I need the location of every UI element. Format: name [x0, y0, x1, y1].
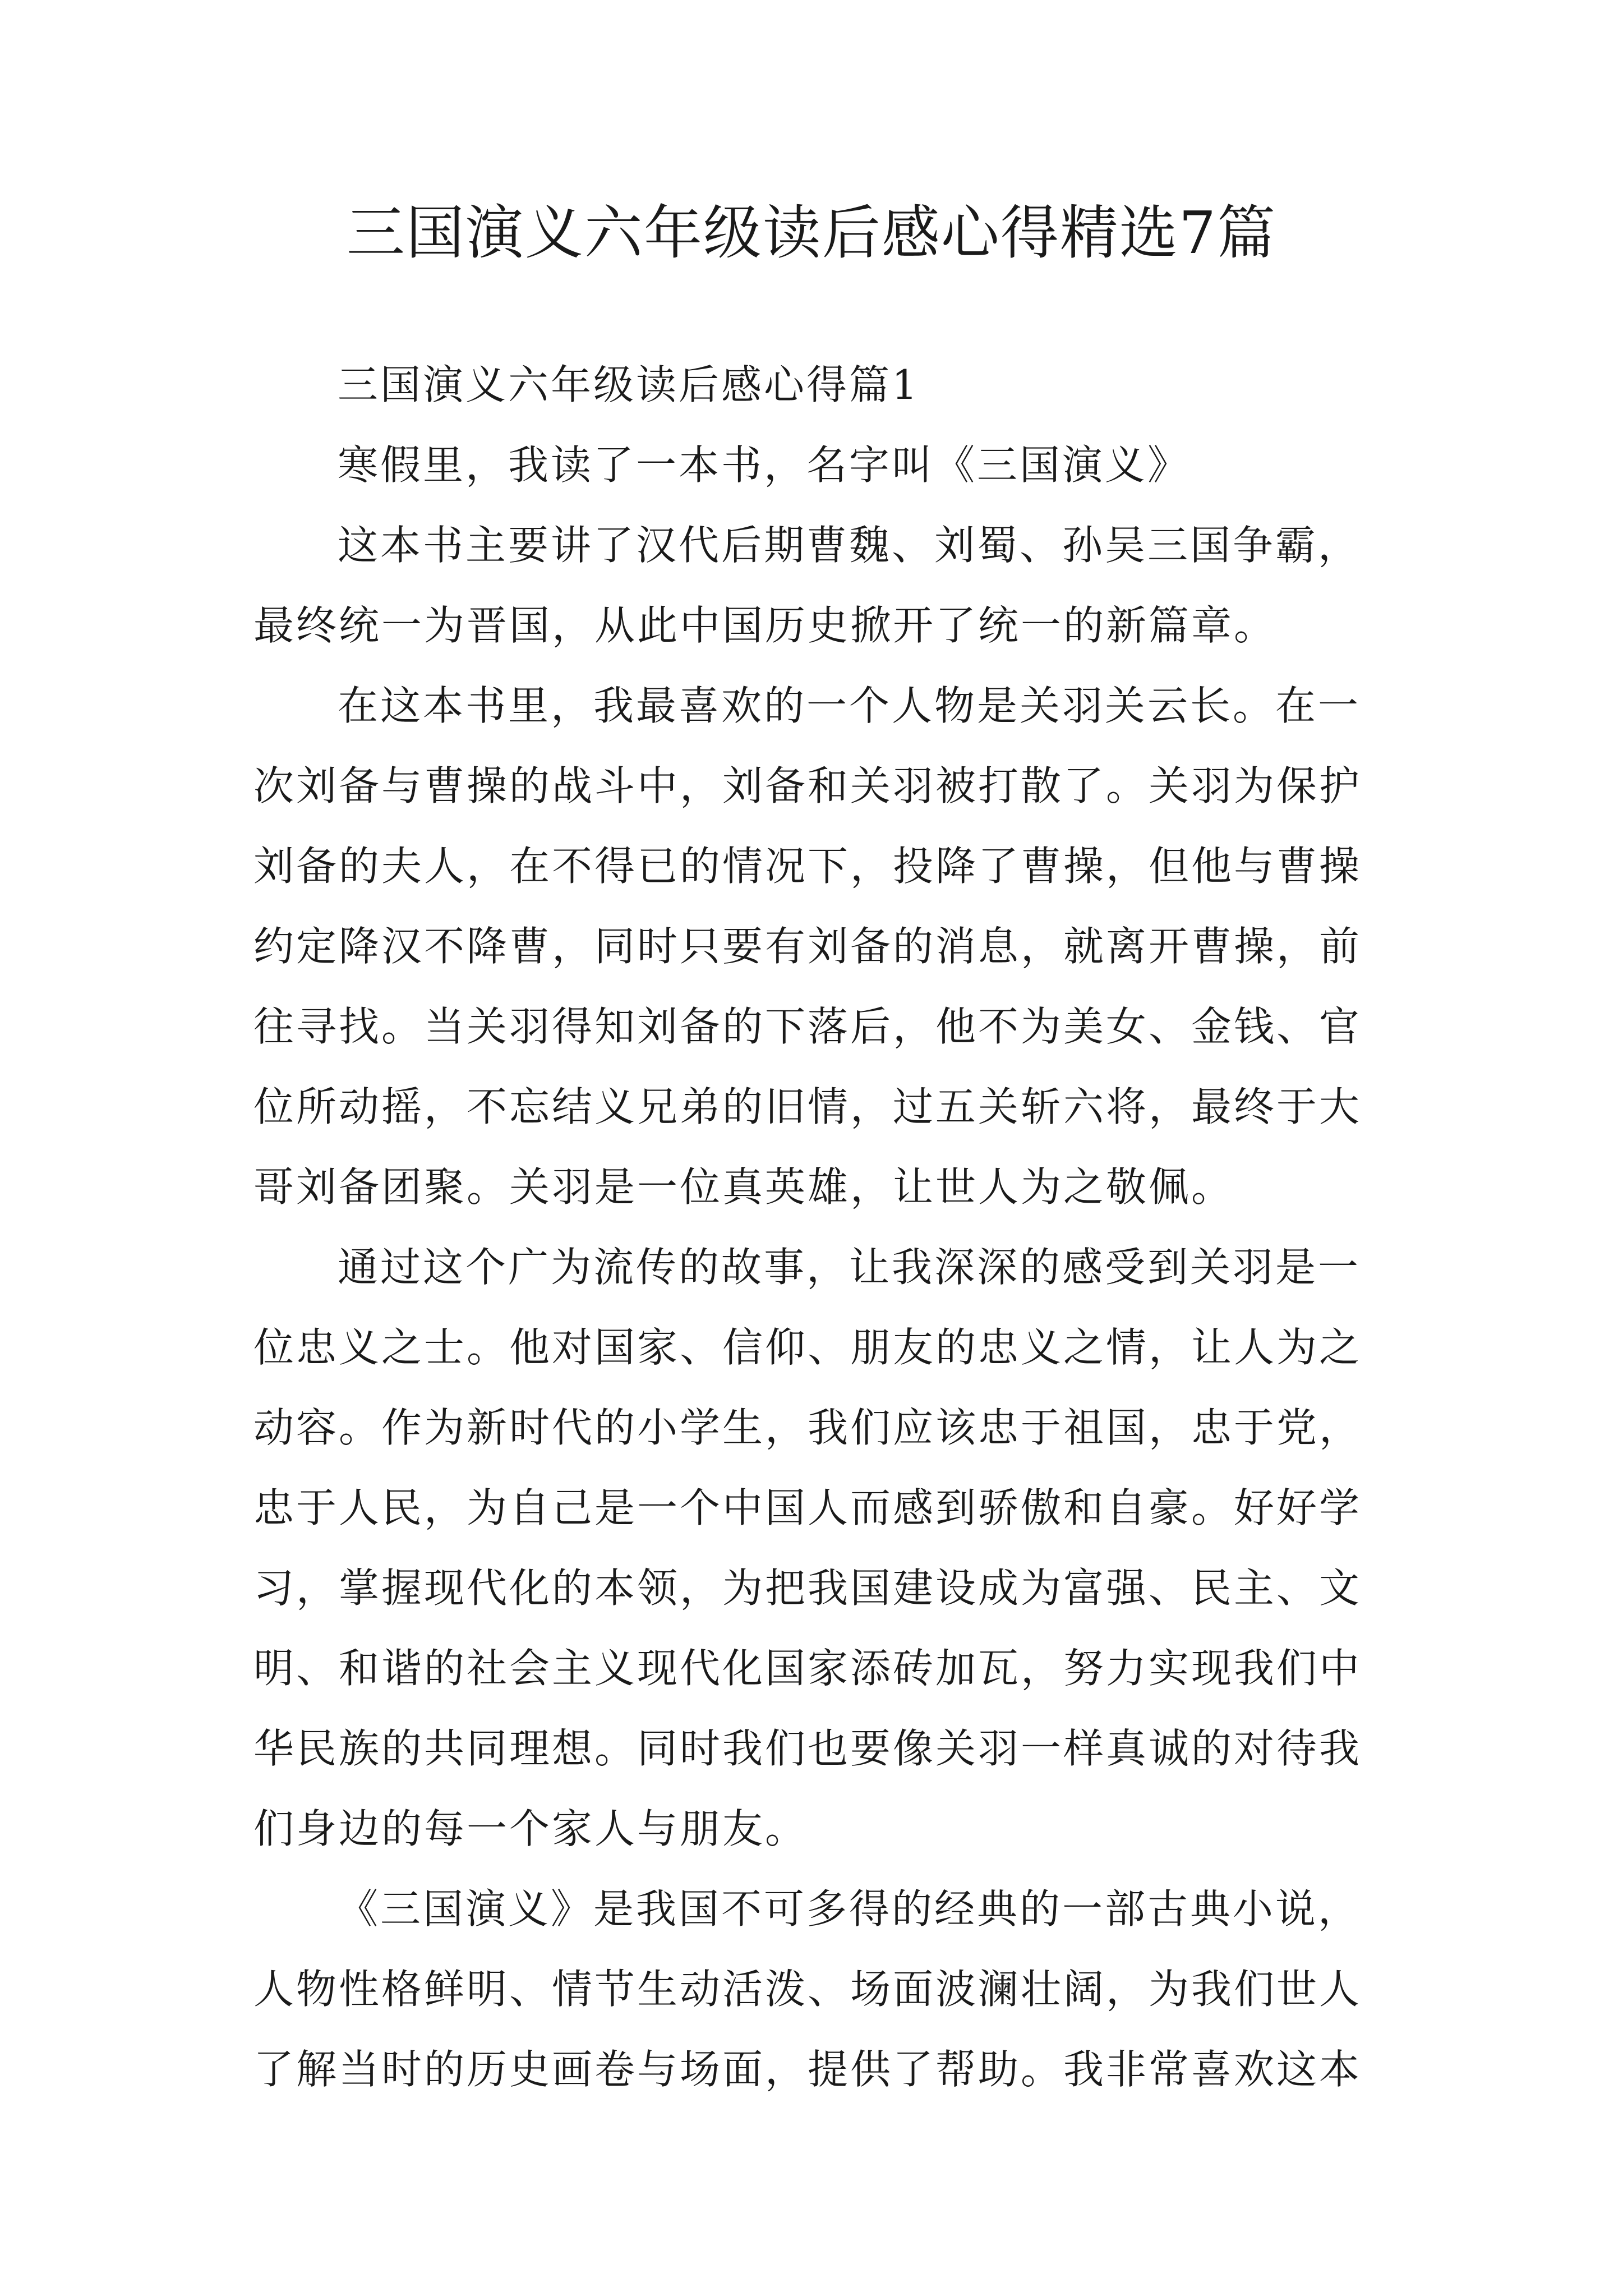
body-paragraph	[253, 666, 1381, 1227]
text-line: 人物性格鲜明、情节生动活泼、场面波澜壮阔，为我们世人	[253, 1966, 1362, 2013]
text-line: 了解当时的历史画卷与场面，提供了帮助。我非常喜欢这本	[253, 2046, 1362, 2093]
text-line: 通过这个广为流传的故事，让我深深的感受到关羽是一	[338, 1244, 1361, 1291]
body-paragraph	[253, 1227, 1381, 1869]
text-line: 这本书主要讲了汉代后期曹魏、刘蜀、孙吴三国争霸，	[338, 522, 1361, 569]
text-line: 寒假里，我读了一本书，名字叫《三国演义》	[338, 441, 1191, 489]
text-line: 哥刘备团聚。关羽是一位真英雄，让世人为之敬佩。	[253, 1163, 1234, 1211]
text-line: 在这本书里，我最喜欢的一个人物是关羽关云长。在一	[338, 682, 1361, 729]
section-heading	[253, 345, 1381, 425]
text-line: 们身边的每一个家人与朋友。	[253, 1805, 808, 1852]
body-paragraph	[253, 1869, 1381, 2110]
text-line: 次刘备与曹操的战斗中，刘备和关羽被打散了。关羽为保护	[253, 762, 1362, 809]
text-line: 刘备的夫人，在不得已的情况下，投降了曹操，但他与曹操	[253, 843, 1362, 890]
document-body	[253, 345, 1381, 2110]
text-line: 《三国演义》是我国不可多得的经典的一部古典小说，	[338, 1885, 1361, 1932]
text-line: 明、和谐的社会主义现代化国家添砖加瓦，努力实现我们中	[253, 1645, 1362, 1692]
document-title: 三国演义六年级读后感心得精选7篇	[346, 199, 1277, 267]
text-line: 位忠义之士。他对国家、信仰、朋友的忠义之情，让人为之	[253, 1324, 1362, 1371]
text-line: 动容。作为新时代的小学生，我们应该忠于祖国，忠于党，	[253, 1404, 1362, 1451]
text-line: 约定降汉不降曹，同时只要有刘备的消息，就离开曹操，前	[253, 923, 1362, 970]
text-line: 华民族的共同理想。同时我们也要像关羽一样真诚的对待我	[253, 1725, 1362, 1772]
text-line: 最终统一为晋国，从此中国历史掀开了统一的新篇章。	[253, 602, 1277, 649]
body-paragraph	[253, 425, 1381, 505]
text-line: 三国演义六年级读后感心得篇1	[338, 361, 920, 408]
text-line: 往寻找。当关羽得知刘备的下落后，他不为美女、金钱、官	[253, 1003, 1362, 1050]
text-line: 忠于人民，为自己是一个中国人而感到骄傲和自豪。好好学	[253, 1484, 1362, 1531]
text-line: 习，掌握现代化的本领，为把我国建设成为富强、民主、文	[253, 1565, 1362, 1612]
body-paragraph	[253, 505, 1381, 666]
text-line: 位所动摇，不忘结义兄弟的旧情，过五关斩六将，最终于大	[253, 1083, 1362, 1130]
